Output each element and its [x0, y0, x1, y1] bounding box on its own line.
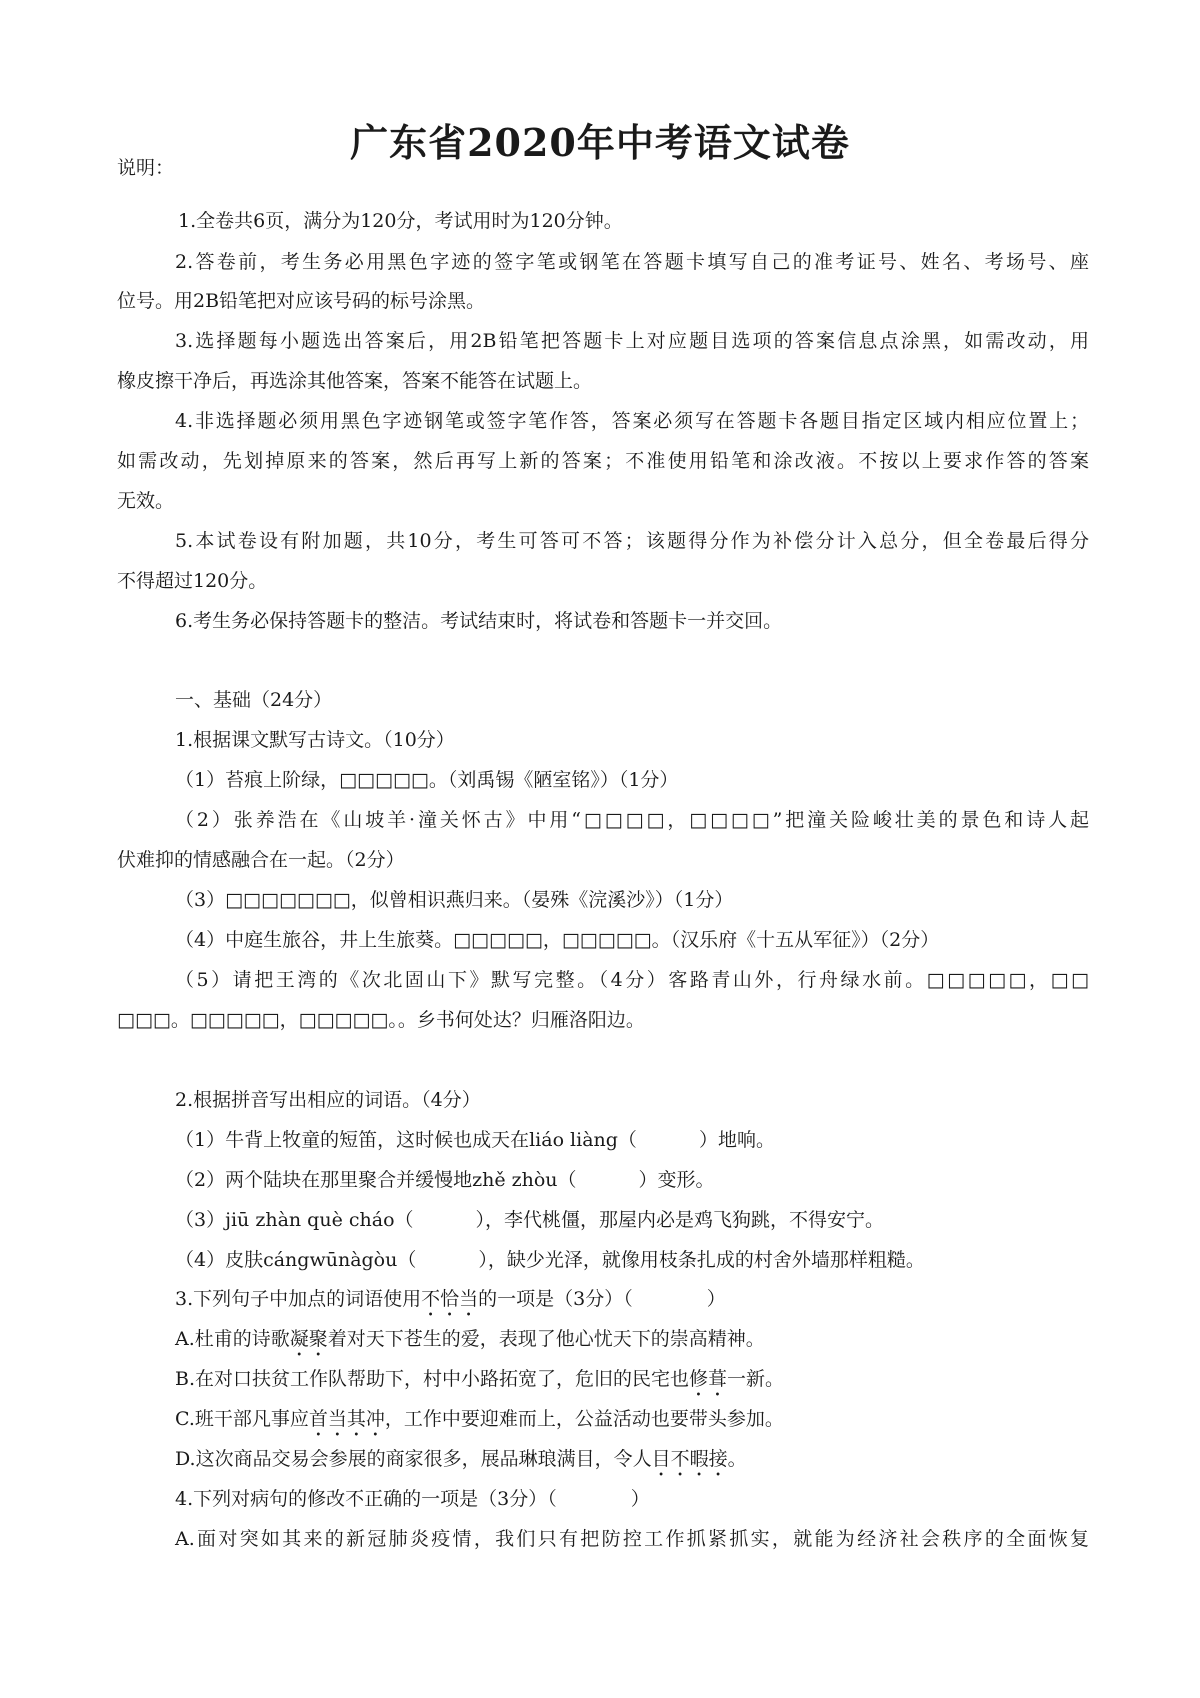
instruction-1: 1.全卷共6页，满分为120分，考试用时为120分钟。 [178, 210, 623, 232]
question-2-stem: 2.根据拼音写出相应的词语。（4分） [175, 1089, 481, 1111]
option-text: A.杜甫的诗歌 [175, 1328, 290, 1350]
instruction-2: 2.答卷前，考生务必用黑色字迹的签字笔或钢笔在答题卡填写自己的准考证号、姓名、考场号、座 [175, 251, 1089, 273]
option-text: ，工作中要迎难而上，公益活动也要带头参加。 [384, 1408, 784, 1430]
instruction-6: 6.考生务必保持答题卡的整洁。考试结束时，将试卷和答题卡一并交回。 [175, 610, 783, 632]
item-text: ），李代桃僵，那屋内必是鸡飞狗跳，不得安宁。 [475, 1209, 885, 1231]
question-1-item-2-cont: 伏难抑的情感融合在一起。（2分） [117, 849, 405, 871]
emphasis-word: 凝聚 [289, 1328, 328, 1350]
question-3-option-a [175, 1327, 765, 1361]
question-4-option-a: A.面对突如其来的新冠肺炎疫情，我们只有把防控工作抓紧抓实，就能为经济社会秩序的全面恢复 [175, 1528, 1089, 1550]
item-text: （4）皮肤cángwūnàgòu（ [175, 1249, 417, 1271]
question-1-item-3: （3）□□□□□□□，似曾相识燕归来。（晏殊《浣溪沙》）（1分） [175, 889, 734, 911]
question-3-stem [175, 1287, 726, 1321]
page-title: 广东省2020年中考语文试卷 [350, 120, 850, 165]
emphasis-word: 目不暇接 [651, 1448, 728, 1470]
question-2-item-2 [175, 1168, 715, 1192]
stem-text: ） [630, 1488, 650, 1510]
question-4-stem [175, 1487, 650, 1511]
item-text: ），缺少光泽，就像用枝条扎成的村舍外墙那样粗糙。 [478, 1249, 925, 1271]
stem-text: 3.下列句子中加点的词语使用 [175, 1288, 422, 1310]
option-text: 一新。 [727, 1368, 785, 1390]
instructions-heading: 说明： [117, 157, 175, 179]
emphasis-word: 首当其冲 [308, 1408, 385, 1430]
section-heading: 一、基础（24分） [175, 689, 333, 711]
option-text: D.这次商品交易会参展的商家很多，展品琳琅满目，令人 [175, 1448, 652, 1470]
stem-text: ） [706, 1288, 726, 1310]
option-text: B.在对口扶贫工作队帮助下，村中小路拓宽了，危旧的民宅也 [175, 1368, 690, 1390]
item-text: ）地响。 [698, 1129, 775, 1151]
question-1-item-2: （2）张养浩在《山坡羊·潼关怀古》中用“□□□□，□□□□”把潼关险峻壮美的景色和诗人起 [175, 809, 1089, 831]
question-2-item-3 [175, 1208, 884, 1232]
instruction-2-cont: 位号。用2B铅笔把对应该号码的标号涂黑。 [117, 290, 486, 312]
item-text: （1）牛背上牧童的短笛，这时候也成天在liáo liàng（ [175, 1129, 637, 1151]
question-1-item-4: （4）中庭生旅谷，井上生旅葵。□□□□□，□□□□□。（汉乐府《十五从军征》）（2分） [175, 929, 940, 951]
stem-text: 的一项是（3分）（ [478, 1288, 633, 1310]
stem-text: 4.下列对病句的修改不正确的一项是（3分）（ [175, 1488, 557, 1510]
instruction-5: 5.本试卷设有附加题，共10分，考生可答可不答；该题得分作为补偿分计入总分，但全卷最后得分 [175, 530, 1089, 552]
emphasis-word: 修葺 [689, 1368, 728, 1390]
question-1-item-5-cont: □□□。□□□□□，□□□□□。。乡书何处达？归雁洛阳边。 [117, 1009, 645, 1031]
question-1-item-5: （5）请把王湾的《次北固山下》默写完整。（4分）客路青山外，行舟绿水前。□□□□□，□□ [175, 969, 1089, 991]
question-1-stem: 1.根据课文默写古诗文。（10分） [175, 729, 455, 751]
item-text: （3）jiū zhàn què cháo（ [175, 1209, 414, 1231]
instruction-4: 4.非选择题必须用黑色字迹钢笔或签字笔作答，答案必须写在答题卡各题目指定区域内相应位置上； [175, 410, 1089, 432]
instruction-4-cont: 如需改动，先划掉原来的答案，然后再写上新的答案；不准使用铅笔和涂改液。不按以上要求作答的答案 [117, 450, 1089, 472]
emphasis-word: 不恰当 [421, 1288, 479, 1310]
option-text: 。 [727, 1448, 747, 1470]
instruction-4-end: 无效。 [117, 490, 175, 512]
question-2-item-4 [175, 1248, 925, 1272]
option-text: 着对天下苍生的爱，表现了他心忧天下的崇高精神。 [327, 1328, 765, 1350]
item-text: ）变形。 [638, 1169, 715, 1191]
item-text: （2）两个陆块在那里聚合并缓慢地zhě zhòu（ [175, 1169, 577, 1191]
question-3-option-d [175, 1447, 747, 1481]
question-2-item-1 [175, 1128, 775, 1152]
instruction-3: 3.选择题每小题选出答案后，用2B铅笔把答题卡上对应题目选项的答案信息点涂黑，如需改动，用 [175, 330, 1089, 352]
question-3-option-c [175, 1407, 784, 1441]
option-text: C.班干部凡事应 [175, 1408, 309, 1430]
instruction-5-cont: 不得超过120分。 [117, 570, 268, 592]
instruction-3-cont: 橡皮擦干净后，再选涂其他答案，答案不能答在试题上。 [117, 370, 593, 392]
question-3-option-b [175, 1367, 784, 1401]
question-1-item-1: （1）苔痕上阶绿，□□□□□。（刘禹锡《陋室铭》）（1分） [175, 769, 679, 791]
